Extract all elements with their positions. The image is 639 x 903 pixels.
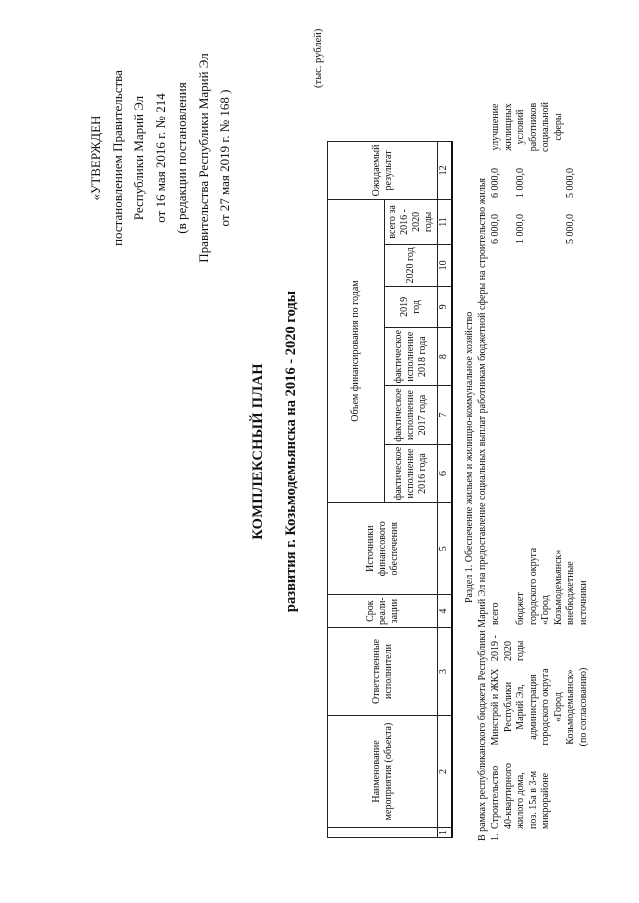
header-2020: 2020 год <box>385 244 438 286</box>
approval-line: (в редакции постановления <box>174 82 189 234</box>
value-line: 5 000,0 <box>565 214 576 244</box>
document-subtitle: развития г. Козьмодемьянска на 2016 - 2020 годы <box>283 290 299 613</box>
row-term-line: 2019 - <box>490 635 501 661</box>
value-line: 6 000,0 <box>490 214 501 244</box>
header-fin-2016: фактическое исполнение 2016 года <box>385 444 438 502</box>
result-line: сферы <box>552 113 564 141</box>
value-line: 5 000,0 <box>565 168 576 198</box>
column-number: 8 <box>438 327 452 385</box>
row-value-total <box>490 168 578 213</box>
row-exec-line: администрация <box>527 674 539 740</box>
column-number: 2 <box>438 716 452 828</box>
document-title: КОМПЛЕКСНЫЙ ПЛАН <box>250 363 266 540</box>
column-number: 3 <box>438 628 452 716</box>
column-number: 5 <box>438 503 452 595</box>
header-total: всего за 2016 - 2020 годы <box>385 199 438 244</box>
row-exec-line: Марий Эл, <box>515 684 526 730</box>
header-source: Источники финансового обеспечения <box>328 503 438 595</box>
row-exec-line: Минстрой и ЖКХ <box>490 668 501 746</box>
result-line: жилищных <box>502 103 514 151</box>
value-line: 6 000,0 <box>490 168 501 198</box>
units-label: (тыс. рублей) <box>313 28 324 88</box>
row-value-2019 <box>490 214 578 256</box>
row-exec-line: (по согласованию) <box>577 667 589 747</box>
row-term-line: 2020 <box>502 641 514 661</box>
header-2019: 2019 год <box>385 286 438 327</box>
row-term <box>490 629 528 661</box>
column-number: 11 <box>438 199 452 244</box>
header-executors: Ответственные исполнители <box>328 628 438 716</box>
result-line: работников <box>527 102 539 152</box>
row-source-line: городского округа <box>527 547 539 625</box>
row-source-line: «Город <box>540 595 551 625</box>
value-line: 1 000,0 <box>515 214 526 244</box>
header-num-cell <box>328 828 438 838</box>
header-fin-2017: фактическое исполнение 2017 года <box>385 386 438 444</box>
row-exec-line: городского округа <box>540 668 551 746</box>
row-result <box>490 97 565 157</box>
column-number: 7 <box>438 386 452 444</box>
plan-table <box>327 141 453 838</box>
row-name-line: Строительство <box>490 765 501 829</box>
column-number: 1 <box>438 828 452 838</box>
row-source-line: всего <box>490 602 501 625</box>
row-source-line: источники <box>577 580 589 625</box>
column-number: 6 <box>438 444 452 502</box>
value-line <box>540 214 553 256</box>
row-name-line: поз. 15а в 3-м <box>527 770 539 829</box>
result-line: условий <box>515 109 526 145</box>
subsection-heading: В рамках республиканского бюджета Республики Марий Эл на предоставление социальных выплат работникам бюджетной сферы на строительство жилья <box>477 178 488 841</box>
header-name: Наименование мероприятия (объекта) <box>328 716 438 828</box>
header-financing: Объем финансирования по годам <box>328 199 385 502</box>
row-name-line: микрорайоне <box>540 772 551 829</box>
value-line <box>528 168 541 213</box>
header-fin-2018: фактическое исполнение 2018 года <box>385 327 438 385</box>
row-name <box>490 759 553 829</box>
approval-line: Правительства Республики Марий Эл <box>195 53 211 263</box>
row-exec-line: Республики <box>502 681 514 733</box>
result-line: социальной <box>540 102 551 152</box>
row-source <box>490 535 590 625</box>
approval-line: Республики Марий Эл <box>131 95 146 221</box>
row-exec-line: «Город <box>552 692 564 722</box>
row-exec-line: Козьмодемьянск» <box>565 669 576 745</box>
column-number: 10 <box>438 244 452 286</box>
value-line <box>503 168 516 213</box>
approval-stamp <box>85 13 236 303</box>
value-line <box>503 214 516 256</box>
value-line <box>540 168 553 213</box>
table-row <box>490 41 610 841</box>
approval-line: от 16 мая 2016 г. № 214 <box>152 93 168 223</box>
row-source-line: бюджет <box>515 592 526 625</box>
approval-line: «УТВЕРЖДЕН <box>88 115 103 201</box>
approval-line: постановлением Правительства <box>109 70 125 246</box>
header-result: Ожидаемый результат <box>328 141 438 199</box>
value-line: 1 000,0 <box>515 168 526 198</box>
approval-line: от 27 мая 2019 г. № 168 ) <box>217 89 232 227</box>
column-number: 9 <box>438 286 452 327</box>
result-line: улучшение <box>490 103 501 151</box>
row-source-line: внебюджетные <box>565 561 576 625</box>
section-heading: Раздел 1. Обеспечение жильем и жилищно-коммунальное хозяйство <box>464 311 475 603</box>
header-term: Срок реали-зации <box>328 595 438 628</box>
row-number: 1. <box>490 833 501 841</box>
row-source-line <box>503 535 516 625</box>
row-executors <box>490 664 590 750</box>
column-number: 12 <box>438 141 452 199</box>
row-name-line: 40-квартирного <box>502 762 514 829</box>
column-number: 4 <box>438 595 452 628</box>
value-line <box>528 214 541 256</box>
row-name-line: жилого дома, <box>515 772 526 829</box>
row-term-line: годы <box>515 640 526 661</box>
value-line <box>553 214 566 256</box>
value-line <box>553 168 566 213</box>
row-source-line: Козьмодемьянск» <box>552 549 564 625</box>
